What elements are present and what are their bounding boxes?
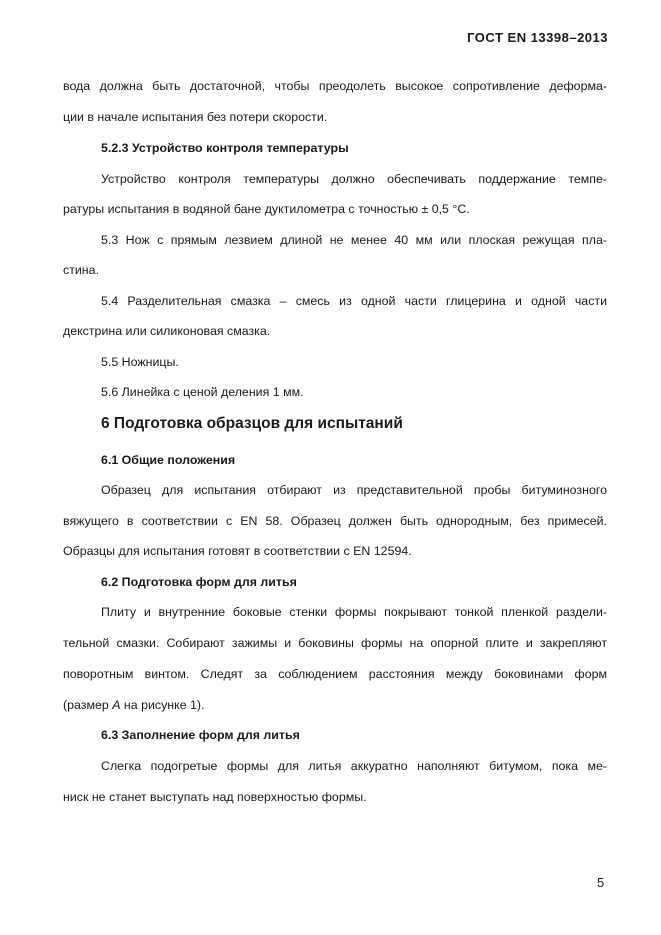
paragraph-line: 5.5 Ножницы. [101, 355, 179, 369]
paragraph-line: Слегка подогретые формы для литья аккуратно наполняют битумом, пока ме- [101, 759, 607, 773]
paragraph-line: поворотным винтом. Следят за соблюдением расстояния между боковинами форм [63, 667, 607, 681]
section-heading-5-2-3: 5.2.3 Устройство контроля температуры [101, 141, 349, 155]
section-heading-6: 6 Подготовка образцов для испытаний [101, 415, 403, 432]
paragraph-line: вода должна быть достаточной, чтобы преодолеть высокое сопротивление деформа- [63, 79, 607, 93]
dimension-symbol: А [112, 698, 121, 712]
paragraph-line: Устройство контроля температуры должно обеспечивать поддержание темпе- [101, 172, 607, 186]
paragraph-line [63, 697, 607, 713]
paragraph-line: Образцы для испытания готовят в соответствии с EN 12594. [63, 544, 412, 558]
paragraph-line: ции в начале испытания без потери скорости. [63, 110, 328, 124]
paragraph-line: тельной смазки. Собирают зажимы и боковины формы на опорной плите и закрепляют [63, 636, 607, 650]
paragraph-line: декстрина или силиконовая смазка. [63, 324, 271, 338]
section-heading-6-1: 6.1 Общие положения [101, 453, 236, 467]
paragraph-line: стина. [63, 263, 99, 277]
page-number: 5 [597, 875, 605, 890]
paragraph-line: 5.4 Разделительная смазка – смесь из одной части глицерина и одной части [101, 294, 607, 308]
standard-designation: ГОСТ EN 13398–2013 [467, 30, 608, 45]
paragraph-line: Образец для испытания отбирают из представительной пробы битуминозного [101, 483, 607, 497]
paragraph-line: ратуры испытания в водяной бане дуктилометра с точностью ± 0,5 °С. [63, 202, 470, 216]
paragraph-line: Плиту и внутренние боковые стенки формы покрывают тонкой пленкой раздели- [101, 605, 607, 619]
text-run: на рисунке 1). [120, 698, 205, 712]
paragraph-line: вяжущего в соответствии с EN 58. Образец должен быть однородным, без примесей. [63, 514, 607, 528]
text-run: (размер [63, 698, 113, 712]
paragraph-line: 5.3 Нож с прямым лезвием длиной не менее 40 мм или плоская режущая пла- [101, 233, 607, 247]
paragraph-line: 5.6 Линейка с ценой деления 1 мм. [101, 385, 304, 399]
section-heading-6-2: 6.2 Подготовка форм для литья [101, 575, 297, 589]
paragraph-line: ниск не станет выступать над поверхностью формы. [63, 790, 367, 804]
section-heading-6-3: 6.3 Заполнение форм для литья [101, 728, 300, 742]
